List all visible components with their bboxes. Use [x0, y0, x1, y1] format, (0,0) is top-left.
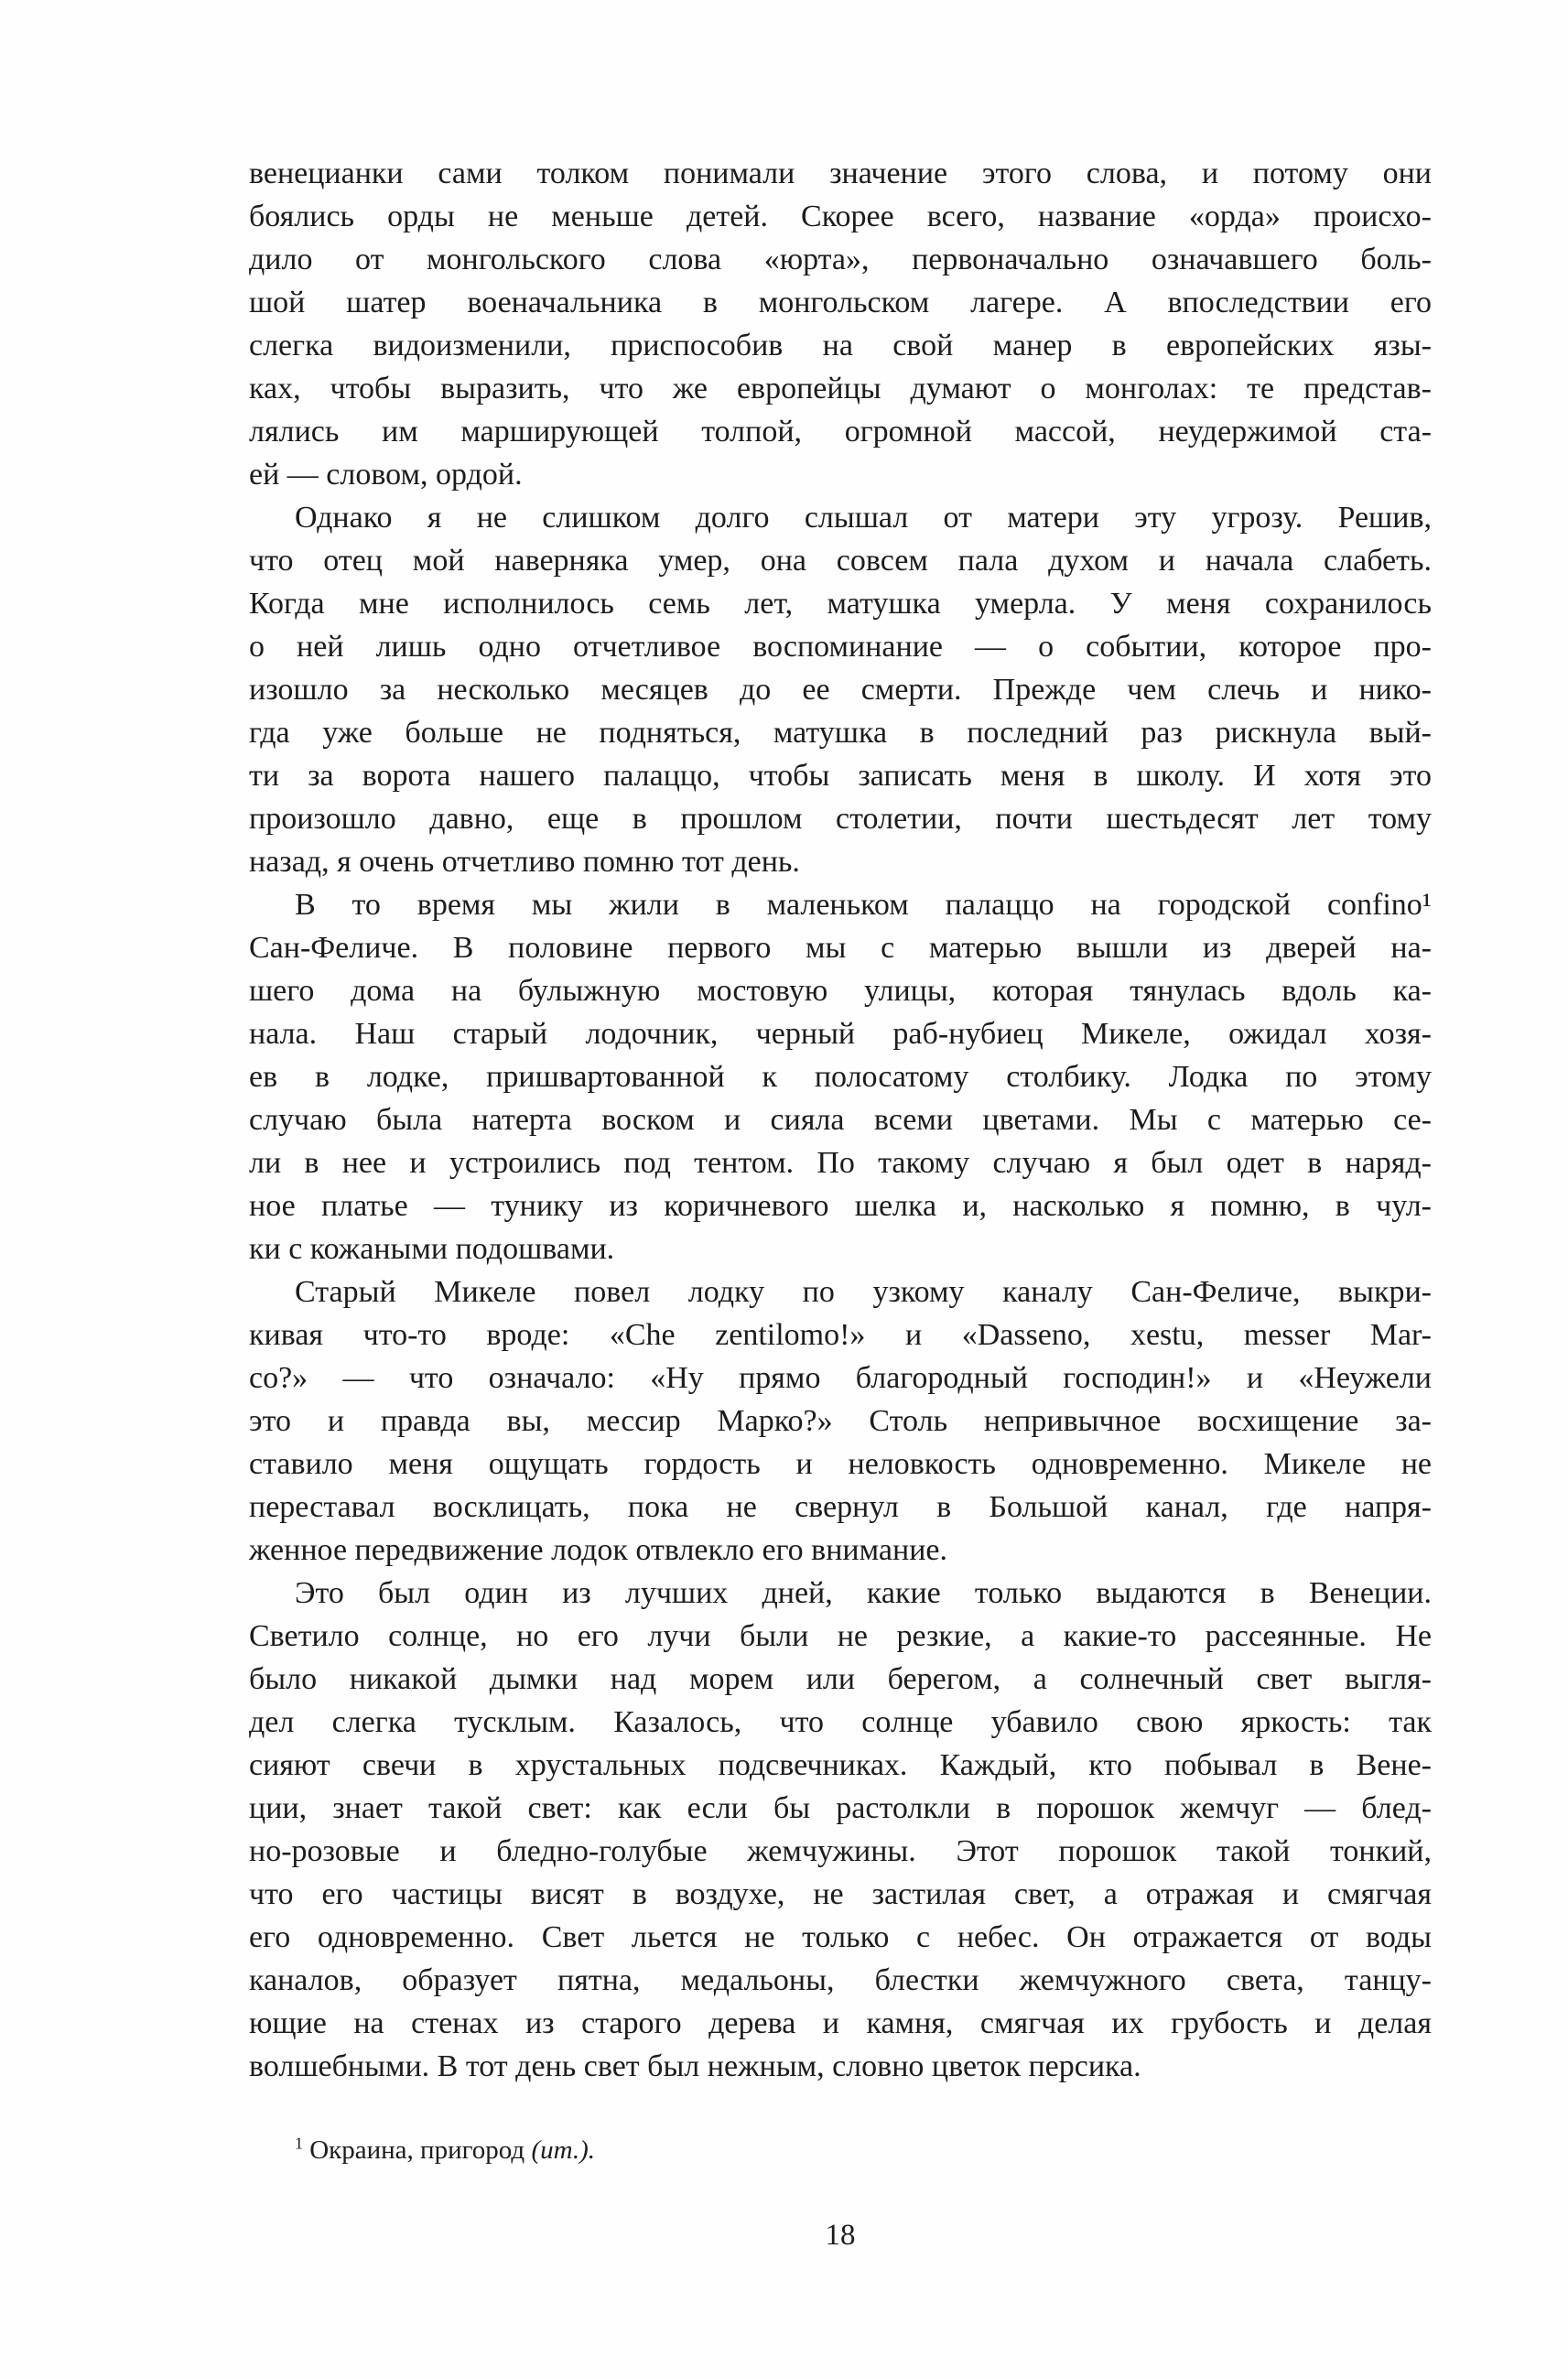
text-line: произошло давно, еще в прошлом столетии, почти шестьдесят лет тому: [249, 802, 1432, 836]
text-line: ки с кожаными подошвами.: [249, 1232, 615, 1266]
text-line: ли в нее и устроились под тентом. По такому случаю я был одет в наряд-: [249, 1146, 1432, 1180]
text-line: сияют свечи в хрустальных подсвечниках. Каждый, кто побывал в Вене-: [249, 1748, 1432, 1782]
text-line: ей — словом, ордой.: [249, 458, 523, 492]
text-line: лялись им марширующей толпой, огромной массой, неудержимой ста-: [249, 415, 1432, 449]
text-line: Сан-Феличе. В половине первого мы с матерью вышли из дверей на-: [249, 931, 1432, 965]
footnote-language-note: (ит.).: [531, 2135, 596, 2165]
text-line: ставило меня ощущать гордость и неловкость одновременно. Микеле не: [249, 1447, 1432, 1481]
text-line: переставал восклицать, пока не свернул в Большой канал, где напря-: [249, 1490, 1432, 1524]
page-number: 18: [825, 2219, 856, 2252]
text-line: кивая что-то вроде: «Che zentilomo!» и «Dasseno, xestu, messer Mar-: [249, 1318, 1432, 1352]
text-line: Однако я не слишком долго слышал от матери эту угрозу. Решив,: [295, 501, 1432, 535]
text-line: слегка видоизменили, приспособив на свой манер в европейских язы-: [249, 329, 1432, 362]
footnote-text: Окраина, пригород: [302, 2135, 532, 2165]
text-line: венецианки сами толком понимали значение этого слова, и потому они: [249, 157, 1432, 190]
text-line: Светило солнце, но его лучи были не резкие, а какие-то рассеянные. Не: [249, 1619, 1432, 1653]
text-line: ев в лодке, пришвартованной к полосатому столбику. Лодка по этому: [249, 1060, 1432, 1094]
text-line: что отец мой наверняка умер, она совсем пала духом и начала слабеть.: [249, 544, 1432, 578]
text-line: дел слегка тусклым. Казалось, что солнце убавило свою яркость: так: [249, 1705, 1432, 1739]
page-text: [249, 152, 1432, 2088]
text-line: было никакой дымки над морем или берегом, а солнечный свет выгля-: [249, 1662, 1432, 1696]
text-line: о ней лишь одно отчетливое воспоминание — о событии, которое про-: [249, 630, 1432, 664]
text-line: Старый Микеле повел лодку по узкому каналу Сан-Феличе, выкри-: [295, 1275, 1432, 1309]
text-line: ках, чтобы выразить, что же европейцы думают о монголах: те представ-: [249, 372, 1432, 405]
text-line: случаю была натерта воском и сияла всеми цветами. Мы с матерью се-: [249, 1103, 1432, 1137]
text-line: каналов, образует пятна, медальоны, блестки жемчужного света, танцу-: [249, 1963, 1432, 1997]
text-line: ное платье — тунику из коричневого шелка и, насколько я помню, в чул-: [249, 1189, 1432, 1223]
text-line: В то время мы жили в маленьком палаццо на городской confino¹: [295, 888, 1432, 922]
footnote: [249, 2133, 1432, 2167]
text-line: дило от монгольского слова «юрта», первоначально означавшего боль-: [249, 243, 1432, 276]
text-line: шего дома на булыжную мостовую улицы, которая тянулась вдоль ка-: [249, 974, 1432, 1008]
text-line: гда уже больше не подняться, матушка в последний раз рискнула вый-: [249, 716, 1432, 750]
text-line: волшебными. В тот день свет был нежным, словно цветок персика.: [249, 2049, 1141, 2083]
text-line: но-розовые и бледно-голубые жемчужины. Этот порошок такой тонкий,: [249, 1834, 1432, 1868]
text-line: ющие на стенах из старого дерева и камня, смягчая их грубость и делая: [249, 2006, 1432, 2040]
text-line: co?» — что означало: «Ну прямо благородный господин!» и «Неужели: [249, 1361, 1432, 1395]
text-line: нала. Наш старый лодочник, черный раб-нубиец Микеле, ожидал хозя-: [249, 1017, 1432, 1051]
text-line: изошло за несколько месяцев до ее смерти. Прежде чем слечь и нико-: [249, 673, 1432, 707]
text-line: боялись орды не меньше детей. Скорее всего, название «орда» происхо-: [249, 200, 1432, 233]
text-line: что его частицы висят в воздухе, не застилая свет, а отражая и смягчая: [249, 1877, 1432, 1911]
text-line: шой шатер военачальника в монгольском лагере. А впоследствии его: [249, 286, 1432, 319]
text-line: ти за ворота нашего палаццо, чтобы записать меня в школу. И хотя это: [249, 759, 1432, 793]
text-line: назад, я очень отчетливо помню тот день.: [249, 845, 800, 879]
text-line: ции, знает такой свет: как если бы растолкли в порошок жемчуг — блед-: [249, 1791, 1432, 1825]
text-line: его одновременно. Свет льется не только с небес. Он отражается от воды: [249, 1920, 1432, 1954]
footnote-line: [249, 2133, 1432, 2167]
text-line: Когда мне исполнилось семь лет, матушка умерла. У меня сохранилось: [249, 587, 1432, 621]
text-line: это и правда вы, мессир Марко?» Столь непривычное восхищение за-: [249, 1404, 1432, 1438]
text-line: Это был один из лучших дней, какие только выдаются в Венеции.: [295, 1576, 1432, 1610]
text-line: женное передвижение лодок отвлекло его внимание.: [249, 1533, 947, 1567]
footnote-marker: 1: [295, 2134, 303, 2153]
